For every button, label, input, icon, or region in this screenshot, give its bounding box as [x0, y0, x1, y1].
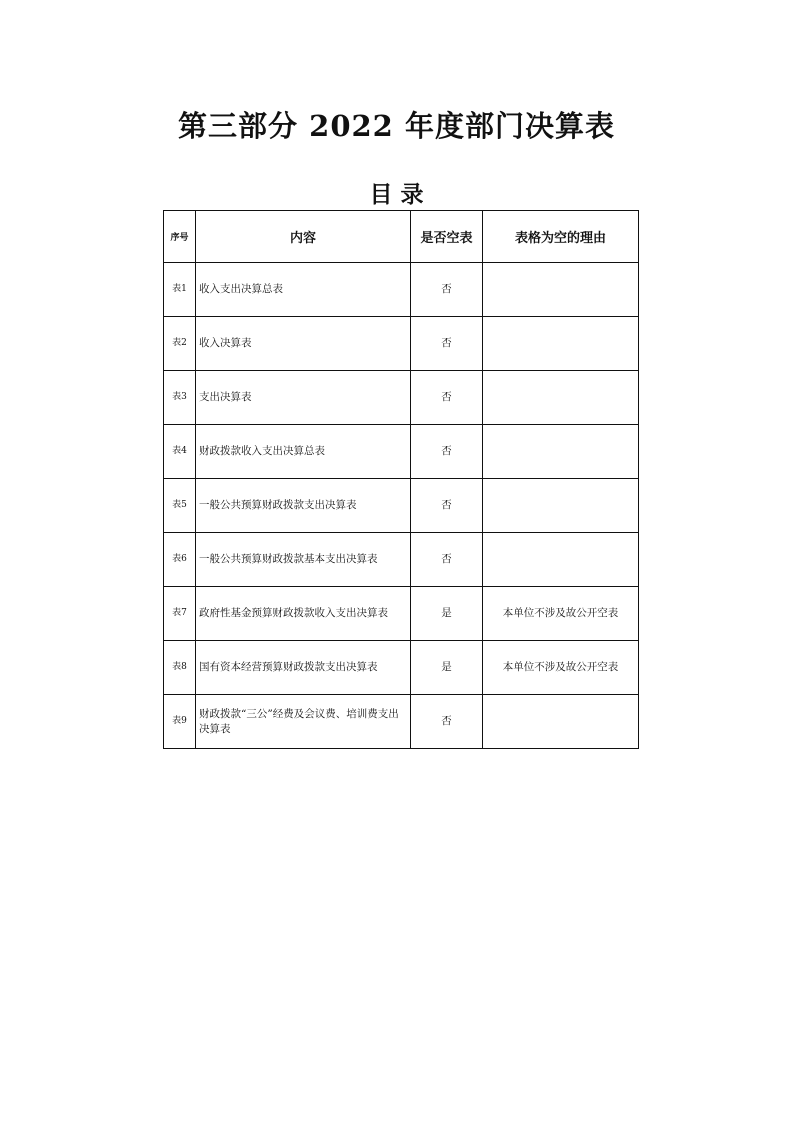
row-name: 一般公共预算财政拨款基本支出决算表: [196, 533, 411, 587]
row-reason: [483, 317, 639, 371]
table-row: [164, 533, 639, 587]
row-reason: 本单位不涉及故公开空表: [483, 587, 639, 641]
row-reason: [483, 425, 639, 479]
row-is-empty: 否: [411, 317, 483, 371]
row-name: 政府性基金预算财政拨款收入支出决算表: [196, 587, 411, 641]
toc-heading: 目 录: [369, 182, 424, 208]
page-title: 第三部分 2022 年度部门决算表: [178, 109, 615, 143]
toc-table: [163, 210, 639, 749]
row-name: 收入支出决算总表: [196, 263, 411, 317]
table-row: [164, 641, 639, 695]
row-no: 表4: [164, 425, 196, 479]
row-is-empty: 否: [411, 479, 483, 533]
row-reason: 本单位不涉及故公开空表: [483, 641, 639, 695]
row-is-empty: 是: [411, 641, 483, 695]
table-header-row: [164, 211, 639, 263]
header-no: 序号: [164, 211, 196, 263]
row-name: 一般公共预算财政拨款支出决算表: [196, 479, 411, 533]
row-reason: [483, 371, 639, 425]
row-name: 财政拨款收入支出决算总表: [196, 425, 411, 479]
row-name: 收入决算表: [196, 317, 411, 371]
header-is-empty: 是否空表: [411, 211, 483, 263]
row-is-empty: 是: [411, 587, 483, 641]
table-row: [164, 695, 639, 749]
table-row: [164, 587, 639, 641]
header-reason: 表格为空的理由: [483, 211, 639, 263]
row-is-empty: 否: [411, 263, 483, 317]
row-is-empty: 否: [411, 533, 483, 587]
row-no: 表7: [164, 587, 196, 641]
table-row: [164, 479, 639, 533]
table-row: [164, 371, 639, 425]
row-reason: [483, 695, 639, 749]
row-no: 表1: [164, 263, 196, 317]
header-content: 内容: [196, 211, 411, 263]
row-is-empty: 否: [411, 371, 483, 425]
row-reason: [483, 263, 639, 317]
row-no: 表8: [164, 641, 196, 695]
row-no: 表6: [164, 533, 196, 587]
row-no: 表9: [164, 695, 196, 749]
row-name: 财政拨款“三公”经费及会议费、培训费支出决算表: [196, 695, 411, 749]
table-row: [164, 263, 639, 317]
table-row: [164, 317, 639, 371]
row-no: 表2: [164, 317, 196, 371]
table-row: [164, 425, 639, 479]
row-name: 国有资本经营预算财政拨款支出决算表: [196, 641, 411, 695]
row-is-empty: 否: [411, 425, 483, 479]
row-name: 支出决算表: [196, 371, 411, 425]
row-no: 表5: [164, 479, 196, 533]
row-is-empty: 否: [411, 695, 483, 749]
row-no: 表3: [164, 371, 196, 425]
row-reason: [483, 479, 639, 533]
row-reason: [483, 533, 639, 587]
